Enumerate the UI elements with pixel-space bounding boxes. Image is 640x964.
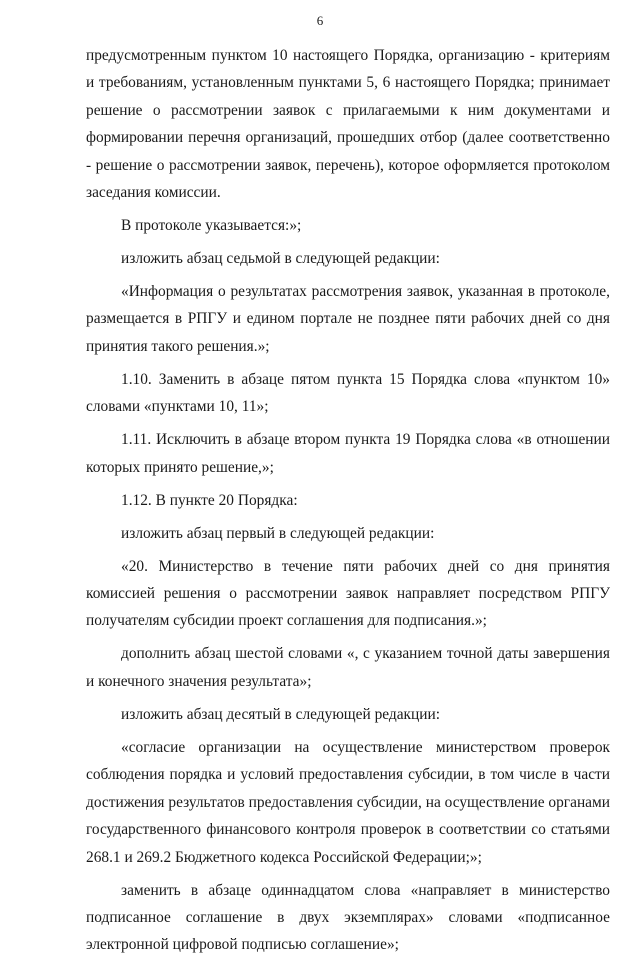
paragraph: 1.11. Исключить в абзаце втором пункта 19 Порядка слова «в отношении которых принято решение,»; xyxy=(86,431,610,476)
paragraph: «20. Министерство в течение пяти рабочих дней со дня принятия комиссией решения о рассмотрении заявок направляет посредством РПГУ получателям субсидии проект соглашения для подписания.»; xyxy=(86,557,610,630)
paragraph: изложить абзац седьмой в следующей редакции: xyxy=(121,250,440,268)
document-body xyxy=(86,42,610,964)
paragraph: изложить абзац первый в следующей редакции: xyxy=(121,524,435,542)
paragraph-continuation: предусмотренным пунктом 10 настоящего Порядка, организацию - критериям и требованиям, установленным пунктами 5, 6 настоящего Порядка; принимает решение о рассмотрении заявок с прилагаемыми к ним документами и формировании перечня организаций, прошедших отбор (далее соответственно - решение о рассмотрении заявок, перечень), которое оформляется протоколом заседания комиссии. xyxy=(86,47,610,202)
paragraph: 1.12. В пункте 20 Порядка: xyxy=(121,491,298,509)
paragraph: изложить абзац десятый в следующей редакции: xyxy=(121,705,441,723)
paragraph: дополнить абзац шестой словами «, с указанием точной даты завершения и конечного значения результата»; xyxy=(86,645,610,690)
paragraph: «Информация о результатах рассмотрения заявок, указанная в протоколе, размещается в РПГУ и едином портале не позднее пяти рабочих дней со дня принятия такого решения.»; xyxy=(86,283,610,355)
page-number: 6 xyxy=(316,13,324,28)
paragraph: заменить в абзаце одиннадцатом слова «направляет в министерство подписанное соглашение в двух экземплярах» словами «подписанное электронной цифровой подписью соглашение»; xyxy=(86,881,610,954)
paragraph: 1.10. Заменить в абзаце пятом пункта 15 Порядка слова «пунктом 10» словами «пунктами 10, 11»; xyxy=(86,370,610,416)
paragraph: В протоколе указывается:»; xyxy=(121,217,302,235)
paragraph: «согласие организации на осуществление министерством проверок соблюдения порядка и условий предоставления субсидии, в том числе в части достижения результатов предоставления субсидии, на осуществление органами государственного финансового контроля проверок в соответствии со статьями 268.1 и 269.2 Бюджетного кодекса Российской Федерации;»; xyxy=(86,738,610,866)
